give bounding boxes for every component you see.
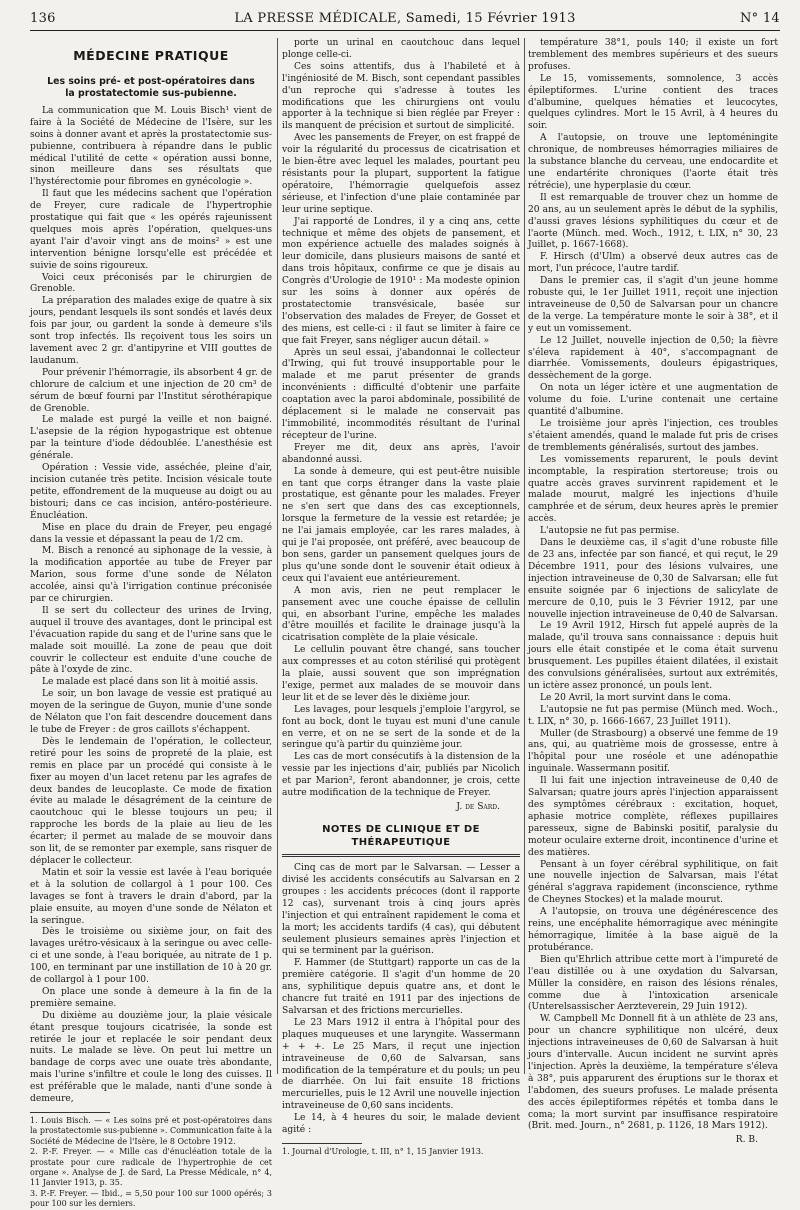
paragraph: Le 15, vomissements, somnolence, 3 accès épileptiformes. L'urine contient des traces d'albumine, quelques hématies et leucocytes, quelques cylindres. Mort le 15 Avril, à 4 heures du soir. <box>528 73 778 132</box>
footnote: 3. P.-F. Freyer. — Ibid., = 5,50 pour 100 sur 1000 opérés; 3 pour 100 sur les derniers. <box>30 1188 272 1209</box>
paragraph: Dès le troisième ou sixième jour, on fait des lavages urétro-vésicaux à la seringue ou avec celle-ci et une sonde, à l'eau boriquée, au nitrate de 1 p. 100, en terminant par une instillation de 10 à 20 gr. de collargol à 1 pour 100. <box>30 927 272 986</box>
paragraph: Pour prévenir l'hémorragie, ils absorbent 4 gr. de chlorure de calcium et une injection de 20 cm³ de sérum de bœuf fourni par l'Institut sérothérapique de Grenoble. <box>30 367 272 414</box>
paragraph: L'autopsie ne fut pas permise. <box>540 526 680 537</box>
paragraph: Le cellulin pouvant être changé, sans toucher aux compresses et au coton stérilisé qui protègent la plaie, aussi souvent que son imprégnation l'exige, permet aux malades de se mouvoir dans leur lit et de se lever dès le dixième jour. <box>282 645 520 703</box>
paragraph: Le soir, un bon lavage de vessie est pratiqué au moyen de la seringue de Guyon, munie d'une sonde de Nélaton que l'on fait descendre doucement dans le tube de Freyer : de gros caillots s'échappent. <box>30 689 272 735</box>
page-number: 136 <box>30 11 56 26</box>
column-1 <box>30 38 272 1209</box>
page-header <box>30 6 780 31</box>
paragraph: Pensant à un foyer cérébral syphilitique, on fait une nouvelle injection de Salvarsan, mais l'état général s'aggrava rapidement (inconscience, rythme de Cheynes Stockes) et la malade mourut. <box>528 859 778 906</box>
note-signature: R. B. <box>735 1135 758 1146</box>
paragraph: A mon avis, rien ne peut remplacer le pansement avec une couche épaisse de cellulin qui, en absorbant l'urine, empêche les malades d'être mouillés et facilite le drainage jusqu'à la cicatrisation complète de la plaie vésicale. <box>282 585 520 644</box>
paragraph: J'ai rapporté de Londres, il y a cinq ans, cette technique et même des objets de pansement, et mon expérience actuelle des malades soignés à leur domicile, dans plusieurs maisons de santé et dans trois hôpitaux, confirme ce que je disais au Congrès d'Urologie de 1910¹ : Ma modeste opinion sur les soins à donner aux opérés de prostatectomie transvésicale, basée sur l'observation des malades de Freyer, de Gosset et des miens, est celle-ci : il faut se limiter à faire ce que fait Freyer, sans négliger aucun détail. » <box>282 216 520 346</box>
publication-title: LA PRESSE MÉDICALE, Samedi, 15 Février 1913 <box>234 11 576 26</box>
paragraph: Cinq cas de mort par le Salvarsan. — Lesser a divisé les accidents consécutifs au Salvarsan en 2 groupes : les accidents précoces (dont il rapporte 12 cas), survenant trois à cinq jours après l'injection et qui entraînent rapidement le coma et la mort; les accidents tardifs (4 cas), qui débutent seulement plusieurs semaines après l'injection et qui se terminent par la guérison. <box>282 863 520 957</box>
paragraph: Avec les pansements de Freyer, on est frappé de voir la régularité du processus de cicatrisation et le bien-être avec lequel les malades, pourtant peu résistants pour la plupart, supportent la fatigue opératoire, l'hémorragie quelquefois assez sérieuse, et l'infection d'une plaie contaminée par leur urine septique. <box>282 133 520 215</box>
section-rubric: MÉDECINE PRATIQUE <box>73 48 229 63</box>
article-body-continued <box>282 38 520 800</box>
column-2 <box>282 38 520 1156</box>
paragraph: Les lavages, pour lesquels j'emploie l'argyrol, se font au bock, dont le tuyau est muni d'une canule en verre, et on ne se sert de la sonde et de la seringue qu'à partir du quinzième jour. <box>282 704 520 751</box>
footnote-rule <box>282 1143 362 1144</box>
column-3 <box>528 38 778 1146</box>
paragraph: A l'autopsie, on trouve une leptoméningite chronique, de nombreuses hémorragies miliaires de la substance blanche du cerveau, une endocardite et une endartérite chroniques (l'aorte était très rétrécie), une hyperplasie du cœur. <box>528 133 778 191</box>
paragraph: La communication que M. Louis Bisch¹ vient de faire à la Société de Médecine de l'Isère, sur les soins à donner avant et après la prostatectomie sus-pubienne, contribuera à répandre dans le public médical l'utilité de cette « opération aussi bonne, sinon meilleure dans ses résultats que l'hystérectomie pour fibromes en gynécologie ». <box>30 105 272 188</box>
paragraph: Il faut que les médecins sachent que l'opération de Freyer, cure radicale de l'hypertrophie prostatique qui fait que « les opérés rajeunissent quelques mois après l'opération, quelques-uns ayant l'air d'avoir vingt ans de moins² » est une intervention bénigne lorsqu'elle est précédée et suivie de soins rigoureux. <box>30 189 272 271</box>
paragraph: Dès le lendemain de l'opération, le collecteur, retiré pour les soins de propreté de la plaie, est remis en place par un procédé qui consiste à le fixer au moyen d'un lacet retenu par les agrafes de deux bandes de leucoplaste. Ce mode de fixation évite au malade le désagrément de la ceinture de caoutchouc qui le blesse toujours un peu; il rapproche les bords de la plaie au lieu de les écarter; il permet au malade de se mouvoir dans son lit, de se remonter par exemple, sans risquer de déplacer le collecteur. <box>30 736 272 866</box>
section-rubric-notes: NOTES DE CLINIQUE ET DE THÉRAPEUTIQUE <box>282 816 520 857</box>
footnote: 2. P.-F. Freyer. — « Mille cas d'énucléation totale de la prostate pour cure radicale de l'hypertrophie de cet organe ». Analyse de J. de Sard, La Presse Médicale, n° 4, 11 Janvier 1913, p. 35. <box>30 1147 272 1188</box>
paragraph: Opération : Vessie vide, asséchée, pleine d'air, incision cutanée très petite. Incision vésicale toute petite, effondrement de la muqueuse au doigt ou au bistouri; dans ce cas incision, antéro-postérieure. Énucléation. <box>30 463 272 521</box>
footnotes <box>30 1116 272 1210</box>
paragraph: Mise en place du drain de Freyer, peu engagé dans la vessie et dépassant la peau de 1/2 cm. <box>30 522 272 545</box>
paragraph: F. Hirsch (d'Ulm) a observé deux autres cas de mort, l'un précoce, l'autre tardif. <box>528 252 778 275</box>
paragraph: Ces soins attentifs, dus à l'habileté et à l'ingéniosité de M. Bisch, sont cependant passibles d'un reproche qui s'adresse à toutes les modifications que les chirurgiens ont voulu apporter à la technique si bien réglée par Freyer : ils manquent de précision et surtout de simplicité. <box>282 61 520 132</box>
column-divider <box>277 38 278 1074</box>
paragraph: porte un urinal en caoutchouc dans lequel plonge celle-ci. <box>282 38 520 60</box>
paragraph: Il se sert du collecteur des urines de Irving, auquel il trouve des avantages, dont le principal est l'évacuation rapide du sang et de l'urine sans que le malade soit mouillé. La zone de peau que doit couvrir le collecteur est enduite d'une couche de pâte à l'oxyde de zinc. <box>30 605 272 676</box>
paragraph: Bien qu'Ehrlich attribue cette mort à l'impureté de l'eau distillée ou à une oxydation du Salvarsan, Müller la considère, en raison des lésions rénales, comme due à l'intoxication arsenicale (Unterelsassischer Aerzteverein, 29 Juin 1912). <box>528 954 778 1013</box>
paragraph: Les vomissements reparurent, le pouls devint incomptable, la respiration stertoreuse; trois ou quatre accès graves survinrent rapidement et le malade mourut, malgré les injections d'huile camphrée et de sérum, deux heures après le premier accès. <box>528 454 778 525</box>
paragraph: On nota un léger ictère et une augmentation de volume du foie. L'urine contenait une certaine quantité d'albumine. <box>528 383 778 418</box>
paragraph: Dans le deuxième cas, il s'agit d'une robuste fille de 23 ans, infectée par son fiancé, et qui reçut, le 29 Décembre 1911, pour des lésions vulvaires, une injection intraveineuse de 0,30 de Salvarsan; elle fut ensuite soignée par 6 injections de salicylate de mercure de 0,10, puis le 3 Février 1912, par une nouvelle injection intraveineuse de 0,40 de Salvarsan. <box>528 538 778 620</box>
footnote: 1. Louis Bisch. — « Les soins pré et post-opératoires dans la prostatectomie sus-pubienne ». Communication faite à la Société de Médecine de l'Isère, le 8 Octobre 1912. <box>30 1116 272 1146</box>
paragraph: L'autopsie ne fut pas permise (Münch med. Woch., t. LIX, n° 30, p. 1666-1667, 23 Juillet 1911). <box>528 704 778 727</box>
notes-body-continued <box>528 38 778 1133</box>
column-divider <box>524 38 525 1074</box>
paragraph: Le 19 Avril 1912, Hirsch fut appelé auprès de la malade, qu'il trouva sans connaissance : depuis huit jours elle était constipée et le coma était survenu brusquement. Les pupilles étaient dilatées, il existait des convulsions généralisées, surtout aux extrémités, un ictère assez prononcé, un pouls lent. <box>528 621 778 691</box>
footnote-rule <box>30 1112 110 1113</box>
paragraph: Muller (de Strasbourg) a observé une femme de 19 ans, qui, au quatrième mois de grossesse, entre à l'hôpital pour une roséole et une adénopathie inguinale. Wassermann positif. <box>528 728 778 775</box>
paragraph: Matin et soir la vessie est lavée à l'eau boriquée et à la solution de collargol à 1 pour 100. Ces lavages se font à travers le drain d'abord, par la plaie ensuite, au moyen d'une sonde de Nélaton et la seringue. <box>30 867 272 926</box>
paragraph: température 38°1, pouls 140; il existe un fort tremblement des membres supérieurs et des sueurs profuses. <box>528 38 778 72</box>
paragraph: Voici ceux préconisés par le chirurgien de Grenoble. <box>30 272 272 295</box>
paragraph: Le malade est placé dans son lit à moitié assis. <box>42 677 259 688</box>
paragraph: On place une sonde à demeure à la fin de la première semaine. <box>30 986 272 1009</box>
paragraph: Le 12 Juillet, nouvelle injection de 0,50; la fièvre s'éleva rapidement à 40°, s'accompagnant de diarrhée. Vomissements, douleurs épigastriques, dessèchement de la gorge. <box>528 335 778 382</box>
paragraph: Freyer me dit, deux ans après, l'avoir abandonné aussi. <box>282 442 520 465</box>
footnote: 1. Journal d'Urologie, t. III, n° 1, 15 Janvier 1913. <box>282 1146 484 1156</box>
article-body <box>30 106 272 1106</box>
paragraph: W. Campbell Mc Donnell fit à un athlète de 23 ans, pour un chancre syphilitique non ulcéré, deux injections intraveineuses de 0,60 de Salvarsan à huit jours d'intervalle. Aucun incident ne survint après l'injection. Après la deuxième, la température s'éleva à 38°, puis apparurent des éruptions sur le thorax et l'abdomen, des sueurs profuses. Le malade présenta des accès épileptiformes répétés et tomba dans le coma; la mort survint par insuffisance respiratoire (Brit. med. Journ., n° 2681, p. 1126, 18 Mars 1912). <box>528 1014 778 1132</box>
paragraph: Après un seul essai, j'abandonnai le collecteur d'Irwing, qui fut trouvé insupportable pour le malade et me parut présenter de grands inconvénients : difficulté d'obtenir une parfaite coaptation avec la paroi abdominale, possibilité de déplacement si le malade ne conservait pas l'immobilité, incommodités résultant de l'urinal récepteur de l'urine. <box>282 347 520 441</box>
article-title: Les soins pré- et post-opératoires dans la prostatectomie sus-pubienne. <box>47 76 255 100</box>
paragraph: M. Bisch a renoncé au siphonage de la vessie, à la modification apportée au tube de Freyer par Marion, sous forme d'une sonde de Nélaton accolée, ainsi qu'à l'irrigation continue préconisée par ce chirurgien. <box>30 546 272 605</box>
paragraph: Les cas de mort consécutifs à la distension de la vessie par les injections d'air, publiés par Nicolich et par Marion², feront abandonner, je crois, cette autre modification de la technique de Freyer. <box>282 752 520 799</box>
paragraph: F. Hammer (de Stuttgart) rapporte un cas de la première catégorie. Il s'agit d'un homme de 20 ans, syphilitique depuis quatre ans, et dont le chancre fut traité en 1911 par des injections de Salvarsan et des frictions mercurielles. <box>282 958 520 1016</box>
paragraph: Il lui fait une injection intraveineuse de 0,40 de Salvarsan; quatre jours après l'injection apparaissent des symptômes cérébraux : excitation, hoquet, aphasie motrice complète, réflexes pupillaires paresseux, signe de Babinski positif, paralysie du moteur oculaire externe droit, incontinence d'urine et des matières. <box>528 776 778 858</box>
author-signature: J. de Sard. <box>456 802 500 812</box>
paragraph: Dans le premier cas, il s'agit d'un jeune homme robuste qui, le 1er Juillet 1911, reçoit une injection intraveineuse de 0,50 de Salvarsan pour un chancre de la verge. La température monte le soir à 38°, et il y eut un vomissement. <box>528 276 778 334</box>
paragraph: Du dixième au douzième jour, la plaie vésicale étant presque toujours cicatrisée, la sonde est retirée le jour et replacée le soir pendant deux nuits. Le malade se lève. On peut lui mettre un bandage de corps avec une ouate très abondante, mais l'urine s'infiltre et coule le long des cuisses. Il est préférable que le malade, nanti d'une sonde à demeure, <box>30 1010 272 1105</box>
paragraph: Le 20 Avril, la mort survint dans le coma. <box>540 692 731 703</box>
paragraph: Le malade est purgé la veille et non baigné. L'asepsie de la région hypogastrique est obtenue par la teinture d'iode dédoublée. L'anesthésie est générale. <box>30 415 272 462</box>
notes-body <box>282 863 520 1137</box>
paragraph: Le 14, à 4 heures du soir, le malade devient agité : <box>282 1113 520 1136</box>
paragraph: Le troisième jour après l'injection, ces troubles s'étaient amendés, quand le malade fut pris de crises de tremblements généralisés, surtout des jambes. <box>528 419 778 453</box>
paragraph: La préparation des malades exige de quatre à six jours, pendant lesquels ils sont sondés et lavés deux fois par jour, ou gardent la sonde à demeure s'ils sont trop infectés. Ils reçoivent tous les soirs un lavement avec 2 gr. d'antipyrine et VIII gouttes de laudanum. <box>30 296 272 366</box>
issue-number: N° 14 <box>739 11 780 26</box>
paragraph: Le 23 Mars 1912 il entra à l'hôpital pour des plaques muqueuses et une laryngite. Wassermann + + +. Le 25 Mars, il reçut une injection intraveineuse de 0,60 de Salvarsan, sans modification de la température et du pouls; un peu de diarrhée. On lui fait ensuite 18 frictions mercurielles, puis le 12 Avril une nouvelle injection intraveineuse de 0,60 sans incidents. <box>282 1017 520 1112</box>
paragraph: La sonde à demeure, qui est peut-être nuisible en tant que corps étranger dans la vaste plaie prostatique, est gênante pour les malades. Freyer ne s'en sert que dans des cas exceptionnels, lorsque la fermeture de la vessie est retardée; je ne l'ai jamais employée, car les rares malades, à qui je l'ai proposée, ont préféré, avec beaucoup de bon sens, garder un pansement quelques jours de plus qu'une sonde dont le souvenir était odieux à ceux qui l'avaient eue antérieurement. <box>282 466 520 584</box>
paragraph: A l'autopsie, on trouva une dégénérescence des reins, une encéphalite hémorragique avec méningite hémorragique, limitée à la base aiguë de la protubérance. <box>528 907 778 953</box>
paragraph: Il est remarquable de trouver chez un homme de 20 ans, au un seulement après le début de la syphilis, d'aussi graves lésions syphilitiques du cœur et de l'aorte (Münch. med. Woch., 1912, t. LIX, n° 30, 23 Juillet, p. 1667-1668). <box>528 192 778 251</box>
